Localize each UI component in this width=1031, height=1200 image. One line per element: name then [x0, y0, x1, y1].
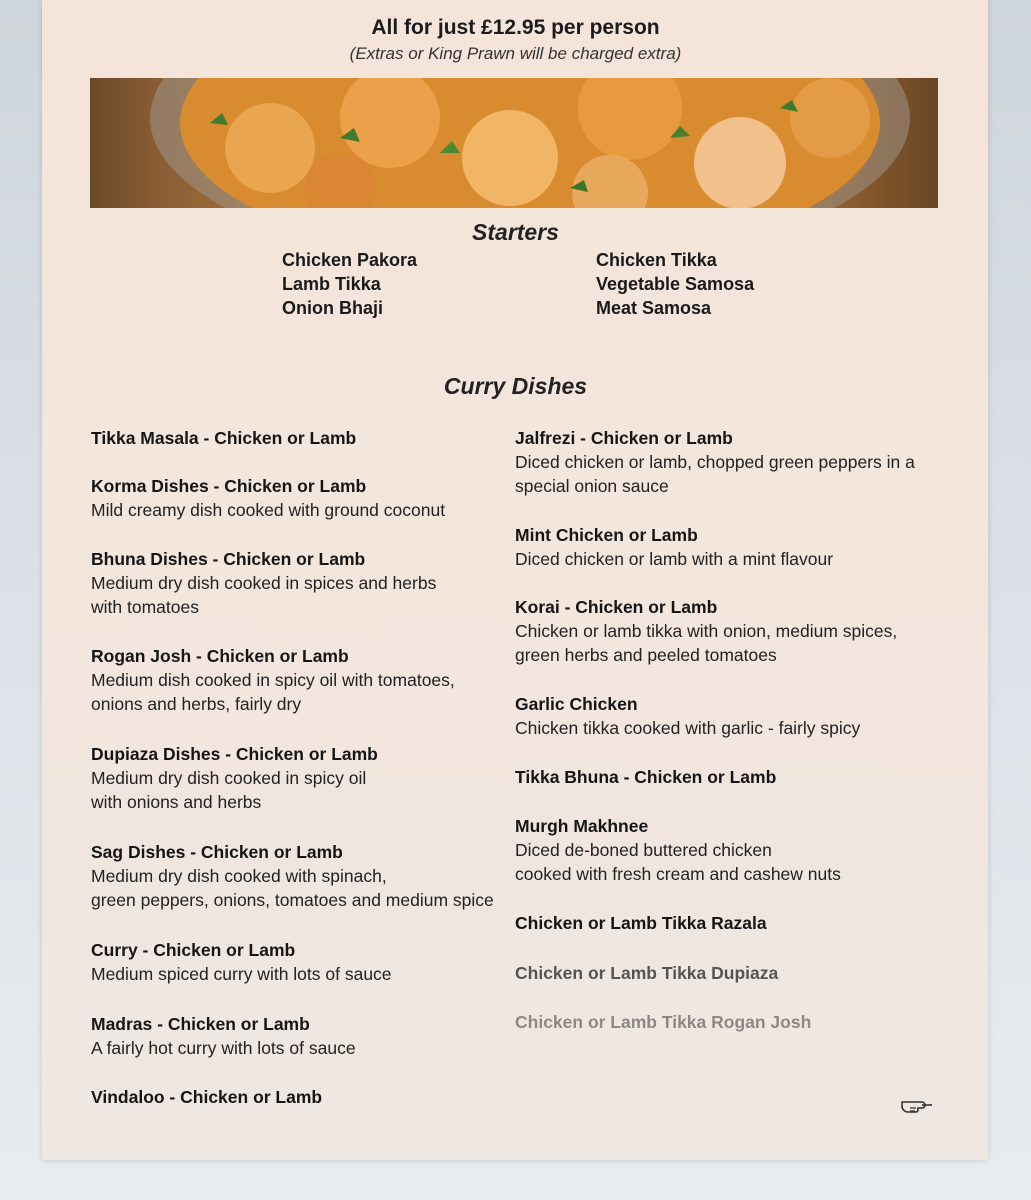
dish-description: Diced chicken or lamb, chopped green peppers in a [515, 452, 915, 472]
dish-item [515, 911, 935, 935]
starter-item: Vegetable Samosa [596, 274, 755, 294]
dish-name: Tikka Bhuna - Chicken or Lamb [515, 767, 777, 787]
dish-item [91, 426, 511, 450]
dish-description: Medium dry dish cooked with spinach, [91, 866, 387, 886]
dish-item [515, 692, 935, 740]
dish-name: Korai - Chicken or Lamb [515, 597, 718, 617]
dish-name: Sag Dishes - Chicken or Lamb [91, 842, 343, 862]
starter-item: Lamb Tikka [282, 274, 381, 294]
dish-description: cooked with fresh cream and cashew nuts [515, 864, 841, 884]
extras-note: (Extras or King Prawn will be charged extra) [349, 44, 682, 63]
curry-photo-graphic [90, 78, 938, 208]
dish-item [91, 742, 511, 814]
dish-item [91, 644, 511, 716]
dish-description: green peppers, onions, tomatoes and medium spice [91, 890, 494, 910]
dish-name: Chicken or Lamb Tikka Dupiaza [515, 963, 779, 983]
dish-description: green herbs and peeled tomatoes [515, 645, 777, 665]
starters-right-column [596, 248, 754, 320]
dish-name: Mint Chicken or Lamb [515, 525, 698, 545]
dish-name: Rogan Josh - Chicken or Lamb [91, 646, 349, 666]
starters-title: Starters [472, 219, 559, 245]
dish-name: Jalfrezi - Chicken or Lamb [515, 428, 733, 448]
dish-item [515, 523, 935, 571]
dish-description: Diced de-boned buttered chicken [515, 840, 772, 860]
dish-name: Vindaloo - Chicken or Lamb [91, 1087, 323, 1107]
dish-item [515, 961, 935, 985]
dish-name: Dupiaza Dishes - Chicken or Lamb [91, 744, 378, 764]
dish-description: Medium dish cooked in spicy oil with tomatoes, [91, 670, 455, 690]
dish-description: with onions and herbs [91, 792, 262, 812]
starter-item: Chicken Pakora [282, 250, 418, 270]
starters-left-column [282, 248, 417, 320]
dish-item [91, 840, 511, 912]
dish-description: Medium dry dish cooked in spices and herbs [91, 573, 437, 593]
curry-dish-photo [90, 78, 938, 208]
dish-item [515, 1010, 935, 1034]
dish-item [91, 547, 511, 619]
starter-item: Chicken Tikka [596, 250, 717, 270]
dish-name: Curry - Chicken or Lamb [91, 940, 296, 960]
dish-description: with tomatoes [91, 597, 199, 617]
starter-item: Onion Bhaji [282, 298, 383, 318]
dish-name: Tikka Masala - Chicken or Lamb [91, 428, 357, 448]
dish-item [91, 1012, 511, 1060]
dish-description: special onion sauce [515, 476, 669, 496]
dish-item [515, 595, 935, 667]
dish-name: Madras - Chicken or Lamb [91, 1014, 310, 1034]
curry-dishes-title: Curry Dishes [443, 373, 588, 399]
dish-name: Chicken or Lamb Tikka Razala [515, 913, 767, 933]
dish-name: Bhuna Dishes - Chicken or Lamb [91, 549, 366, 569]
dish-description: Diced chicken or lamb with a mint flavour [515, 549, 834, 569]
dish-item [91, 474, 511, 522]
dish-item [515, 814, 935, 886]
dish-name: Chicken or Lamb Tikka Rogan Josh [515, 1012, 812, 1032]
dish-description: onions and herbs, fairly dry [91, 694, 302, 714]
dish-item [515, 426, 935, 498]
dish-name: Garlic Chicken [515, 694, 638, 714]
dish-description: Chicken or lamb tikka with onion, medium spices, [515, 621, 898, 641]
dish-item [91, 1085, 511, 1109]
dish-name: Korma Dishes - Chicken or Lamb [91, 476, 367, 496]
pointing-hand-icon [900, 1094, 936, 1121]
dish-description: Medium spiced curry with lots of sauce [91, 964, 392, 984]
dish-description: Mild creamy dish cooked with ground coconut [91, 500, 446, 520]
dish-name: Murgh Makhnee [515, 816, 649, 836]
dish-description: Medium dry dish cooked in spicy oil [91, 768, 367, 788]
dish-item [91, 938, 511, 986]
dish-item [515, 765, 935, 789]
dish-description: Chicken tikka cooked with garlic - fairly spicy [515, 718, 861, 738]
dish-description: A fairly hot curry with lots of sauce [91, 1038, 356, 1058]
price-headline: All for just £12.95 per person [371, 16, 660, 39]
starter-item: Meat Samosa [596, 298, 712, 318]
